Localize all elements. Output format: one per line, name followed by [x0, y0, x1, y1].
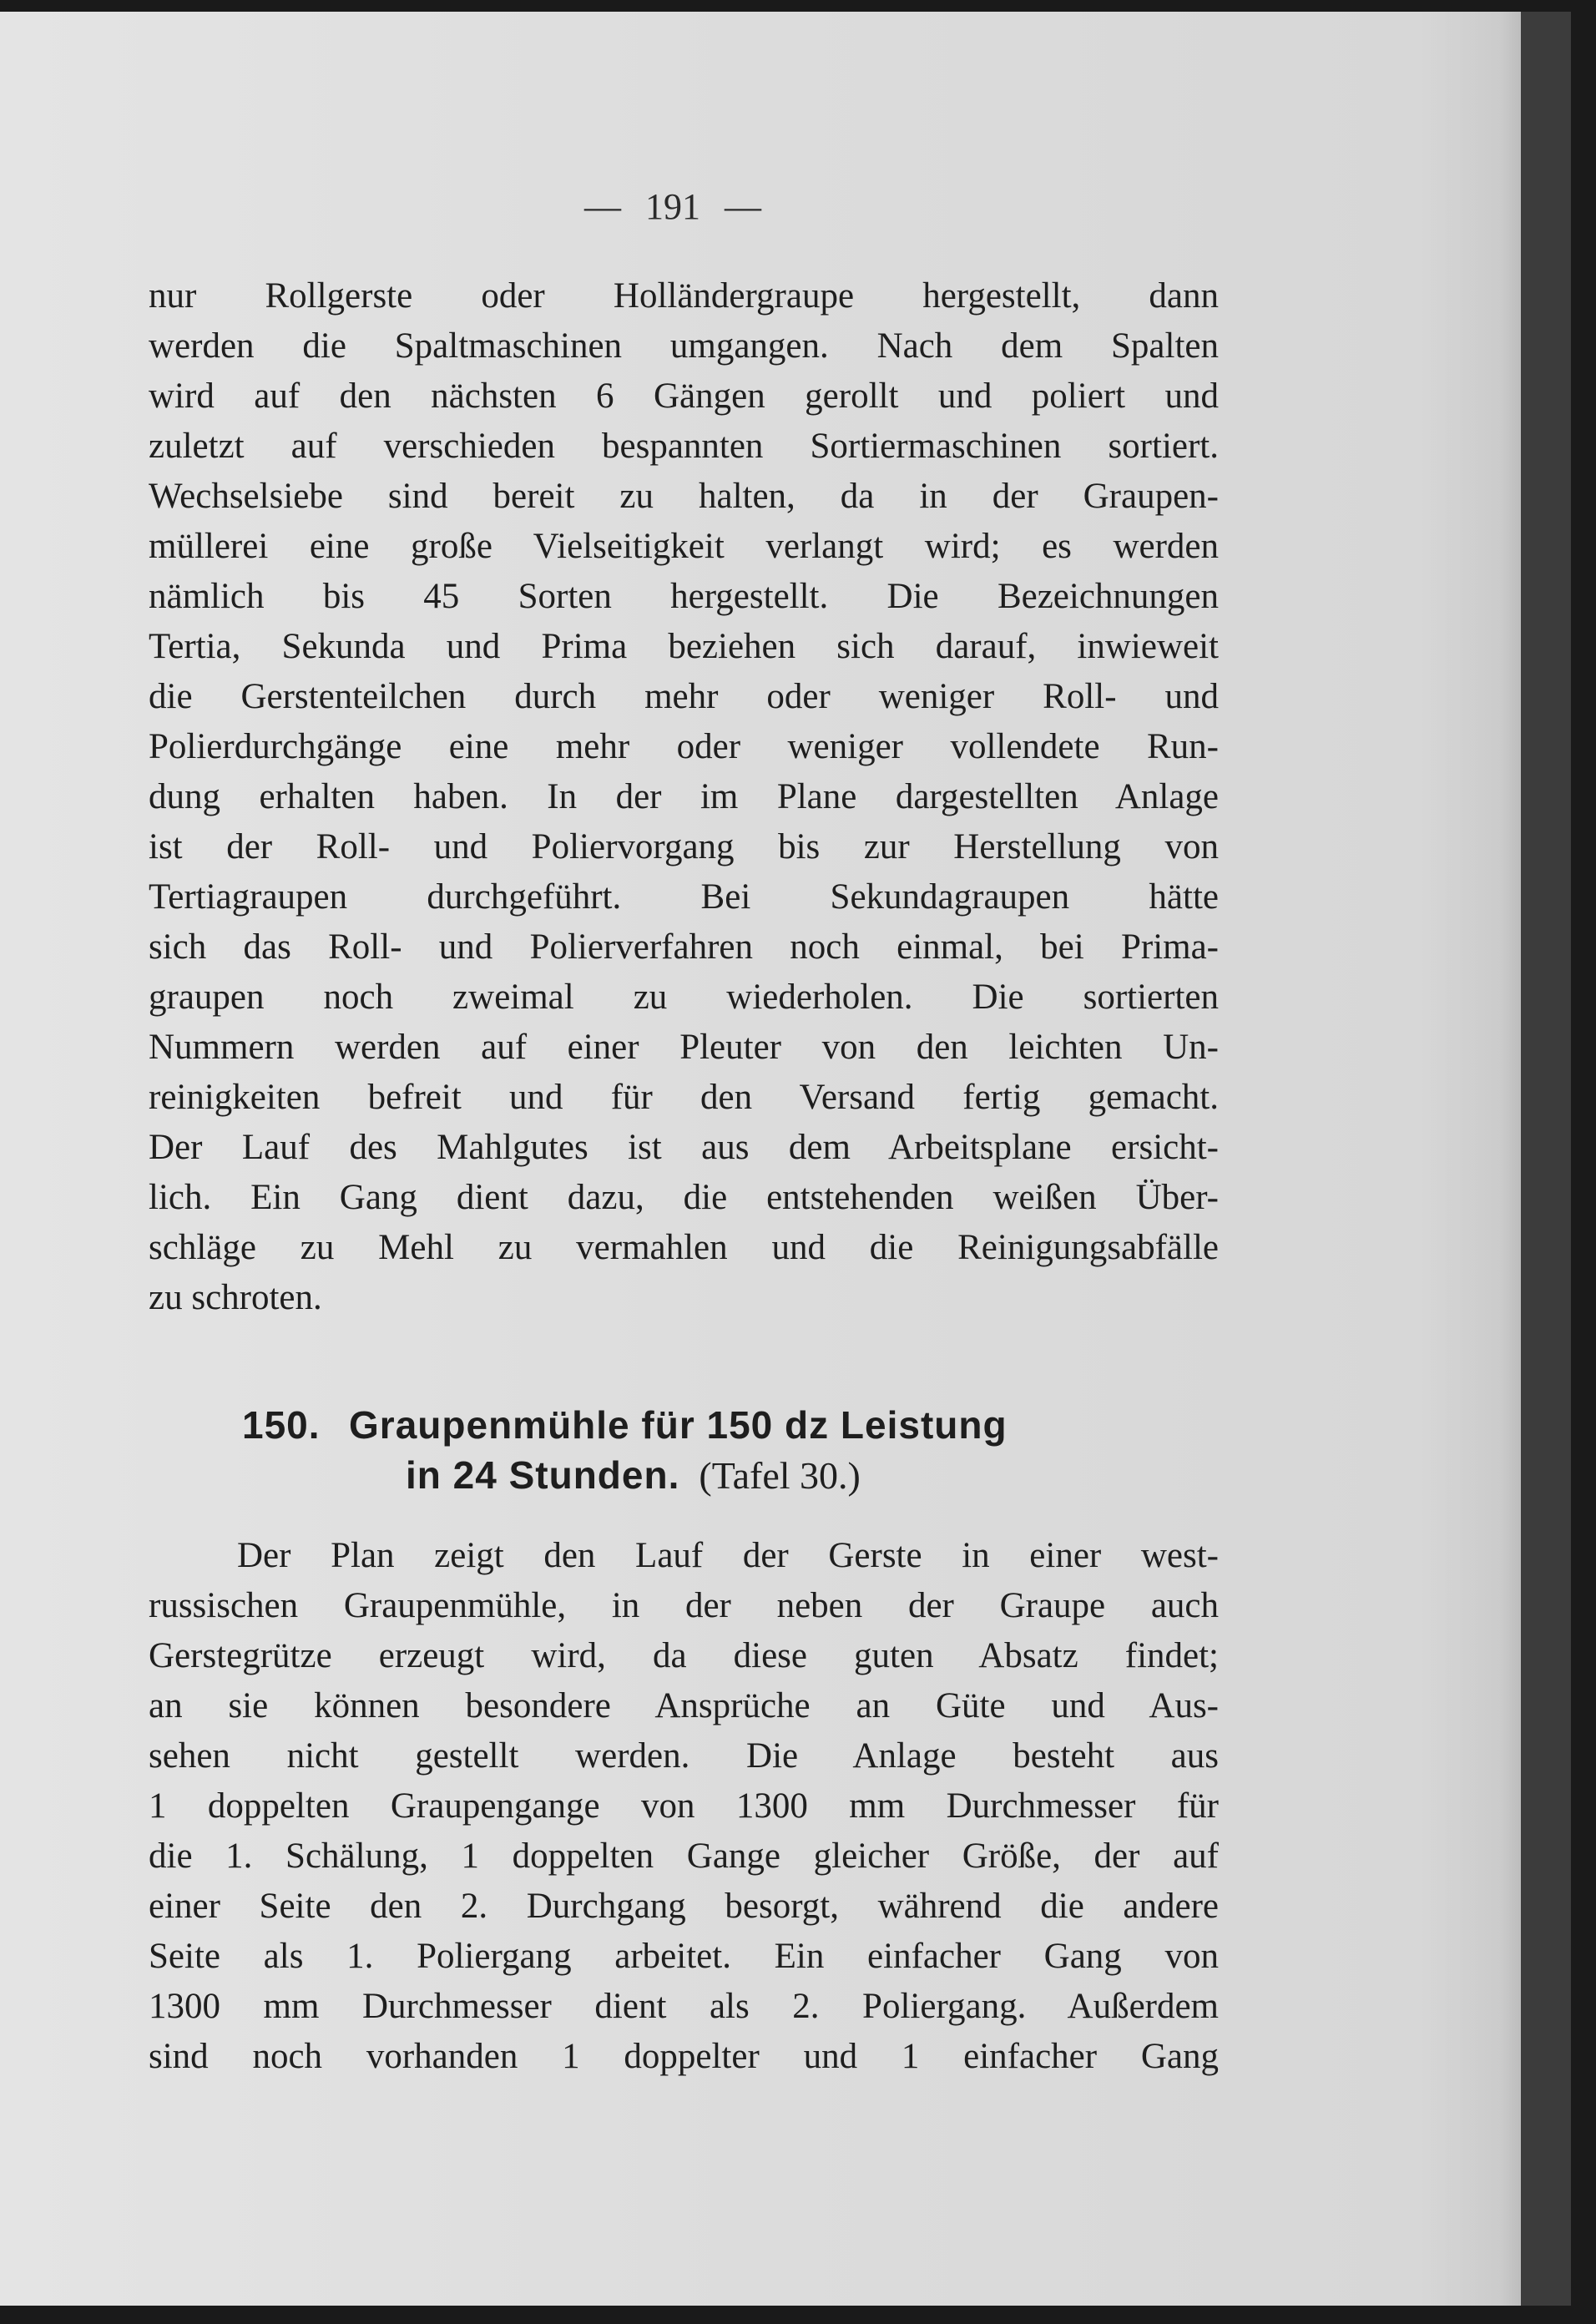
- text-line: dung erhalten haben. In der im Plane dargestellten Anlage: [149, 777, 1219, 816]
- page-edge-shadow: [1419, 12, 1521, 2306]
- text-line: 1 doppelten Graupengange von 1300 mm Durchmesser für: [149, 1786, 1219, 1826]
- text-line: wird auf den nächsten 6 Gängen gerollt und poliert und: [149, 376, 1219, 416]
- text-line: graupen noch zweimal zu wiederholen. Die sortierten: [149, 978, 1219, 1017]
- text-line: Wechselsiebe sind bereit zu halten, da in der Graupen-: [149, 477, 1219, 516]
- text-line: einer Seite den 2. Durchgang besorgt, während die andere: [149, 1887, 1219, 1926]
- text-line: zu schroten.: [149, 1278, 322, 1317]
- text-line: reinigkeiten befreit und für den Versand fertig gemacht.: [149, 1078, 1219, 1117]
- section-number: 150.: [242, 1403, 321, 1447]
- text-line: lich. Ein Gang dient dazu, die entstehenden weißen Über-: [149, 1178, 1219, 1217]
- text-line: zuletzt auf verschieden bespannten Sortiermaschinen sortiert.: [149, 427, 1219, 466]
- text-line: Gerstegrütze erzeugt wird, da diese guten Absatz findet;: [149, 1636, 1219, 1675]
- section-heading-line1: [242, 1402, 1008, 1447]
- text-line: schläge zu Mehl zu vermahlen und die Reinigungsabfälle: [149, 1228, 1219, 1267]
- text-line: russischen Graupenmühle, in der neben der Graupe auch: [149, 1586, 1219, 1625]
- page-number: — 191 —: [584, 186, 761, 227]
- text-line: sehen nicht gestellt werden. Die Anlage besteht aus: [149, 1736, 1219, 1776]
- text-line: nur Rollgerste oder Holländergraupe hergestellt, dann: [149, 276, 1219, 316]
- section-title-1: Graupenmühle für 150 dz Leistung: [349, 1403, 1008, 1447]
- plate-reference: (Tafel 30.): [699, 1454, 861, 1497]
- text-line: 1300 mm Durchmesser dient als 2. Poliergang. Außerdem: [149, 1987, 1219, 2026]
- section-heading-line2: [406, 1452, 861, 1498]
- text-line: Der Plan zeigt den Lauf der Gerste in einer west-: [237, 1536, 1219, 1575]
- text-line: Der Lauf des Mahlgutes ist aus dem Arbeitsplane ersicht-: [149, 1128, 1219, 1167]
- text-line: müllerei eine große Vielseitigkeit verlangt wird; es werden: [149, 527, 1219, 566]
- text-line: an sie können besondere Ansprüche an Güte und Aus-: [149, 1686, 1219, 1725]
- text-line: die Gerstenteilchen durch mehr oder weniger Roll- und: [149, 677, 1219, 716]
- text-line: Polierdurchgänge eine mehr oder weniger vollendete Run-: [149, 727, 1219, 766]
- book-spine-border: [1521, 12, 1571, 2306]
- section-title-2: in 24 Stunden.: [406, 1453, 680, 1497]
- text-line: werden die Spaltmaschinen umgangen. Nach dem Spalten: [149, 326, 1219, 366]
- paragraph-1: [149, 271, 1219, 1323]
- text-line: Nummern werden auf einer Pleuter von den leichten Un-: [149, 1028, 1219, 1067]
- text-line: Seite als 1. Poliergang arbeitet. Ein einfacher Gang von: [149, 1937, 1219, 1976]
- text-line: Tertiagraupen durchgeführt. Bei Sekundagraupen hätte: [149, 877, 1219, 917]
- text-line: Tertia, Sekunda und Prima beziehen sich darauf, inwieweit: [149, 627, 1219, 666]
- paragraph-2: [149, 1531, 1219, 2082]
- text-line: sich das Roll- und Polierverfahren noch einmal, bei Prima-: [149, 927, 1219, 967]
- text-line: nämlich bis 45 Sorten hergestellt. Die Bezeichnungen: [149, 577, 1219, 616]
- text-line: die 1. Schälung, 1 doppelten Gange gleicher Größe, der auf: [149, 1836, 1219, 1876]
- text-line: sind noch vorhanden 1 doppelter und 1 einfacher Gang: [149, 2037, 1219, 2076]
- text-line: ist der Roll- und Poliervorgang bis zur Herstellung von: [149, 827, 1219, 866]
